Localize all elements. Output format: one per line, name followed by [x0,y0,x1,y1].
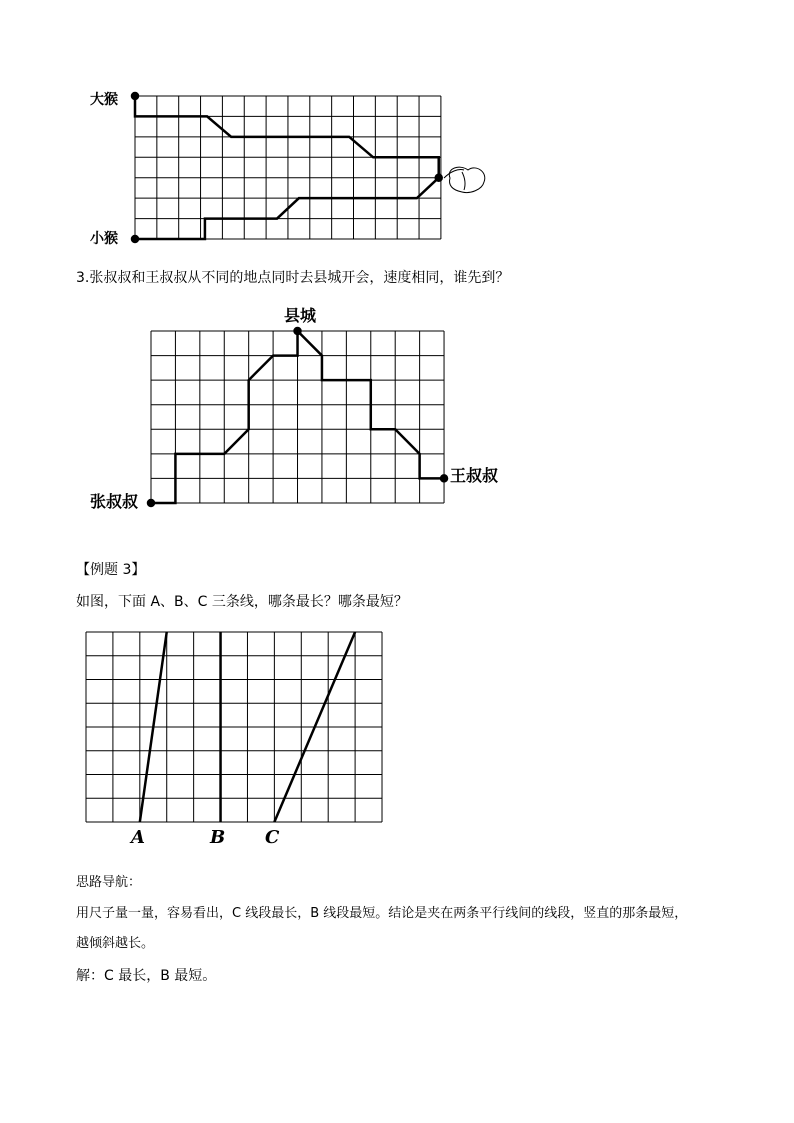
county-town-label: 县城 [284,306,317,325]
label-a: A [131,827,145,848]
label-b: B [210,827,226,848]
uncle-zhang-label: 张叔叔 [90,492,139,511]
example-heading: 【例题 3】 [76,562,146,578]
grid-figure-3 [86,632,382,822]
big-monkey-label: 大猴 [90,92,118,108]
county-town-dot [295,328,301,334]
peach-icon [444,167,485,192]
question-3: 3.张叔叔和王叔叔从不同的地点同时去县城开会，速度相同，谁先到？ [76,270,510,286]
peach-end-dot [436,175,442,181]
label-c: C [265,827,280,848]
example-question: 如图，下面 A、B、C 三条线，哪条最长？哪条最短？ [76,594,408,610]
solution-line-1: 用尺子量一量，容易看出，C 线段最长，B 线段最短。结论是夹在两条平行线间的线段，竖直的那条最短， [76,906,688,921]
big-monkey-start-dot [132,93,138,99]
solution-heading: 思路导航： [76,875,142,890]
solution-line-2: 越倾斜越长。 [76,936,155,951]
uncle-wang-dot [441,475,447,481]
solution-answer: 解：C 最长，B 最短。 [76,968,217,984]
uncle-zhang-dot [148,500,154,506]
uncle-wang-label: 王叔叔 [450,466,499,485]
small-monkey-start-dot [132,236,138,242]
small-monkey-label: 小猴 [90,231,118,247]
small-monkey-path [135,178,439,239]
